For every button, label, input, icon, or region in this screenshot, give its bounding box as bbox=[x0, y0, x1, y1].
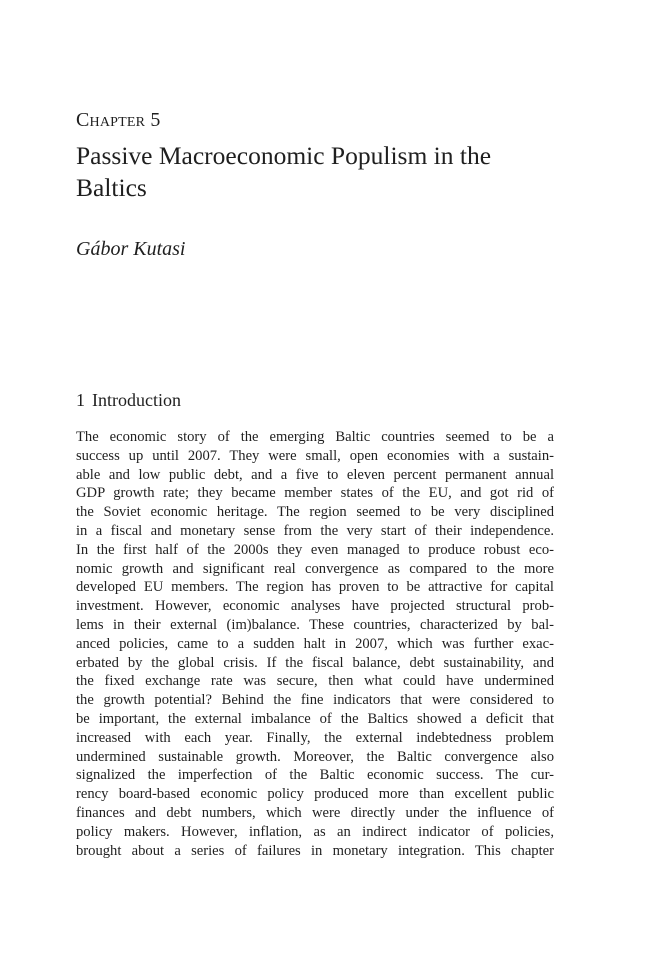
body-line: investment. However, economic analyses have projected structural prob- bbox=[76, 598, 554, 615]
body-line: the Soviet economic heritage. The region seemed to be very disciplined bbox=[76, 504, 554, 521]
body-paragraph bbox=[76, 428, 554, 860]
body-line: erbated by the global crisis. If the fiscal balance, debt sustainability, and bbox=[76, 654, 554, 671]
body-line: in a fiscal and monetary sense from the very start of their independence. bbox=[76, 522, 554, 539]
body-line: rency board-based economic policy produced more than excellent public bbox=[76, 786, 554, 803]
body-line: able and low public debt, and a five to eleven percent permanent annual bbox=[76, 466, 554, 483]
section-title: Introduction bbox=[92, 390, 181, 410]
author-name: Gábor Kutasi bbox=[76, 238, 186, 260]
body-line: developed EU members. The region has proven to be attractive for capital bbox=[76, 579, 554, 596]
body-line: In the first half of the 2000s they even managed to produce robust eco- bbox=[76, 541, 554, 558]
body-line: brought about a series of failures in monetary integration. This chapter bbox=[76, 842, 554, 859]
section-number: 1 bbox=[76, 390, 85, 410]
body-line: signalized the imperfection of the Baltic economic success. The cur- bbox=[76, 767, 554, 784]
body-line: increased with each year. Finally, the external indebtedness problem bbox=[76, 729, 554, 746]
body-line: undermined sustainable growth. Moreover, the Baltic convergence also bbox=[76, 748, 554, 765]
chapter-title-line: Passive Macroeconomic Populism in the bbox=[76, 141, 492, 170]
body-line: The economic story of the emerging Baltic countries seemed to be a bbox=[76, 429, 554, 445]
body-line: success up until 2007. They were small, open economies with a sustain- bbox=[76, 447, 554, 464]
body-line: lems in their external (im)balance. These countries, characterized by bal- bbox=[76, 616, 554, 633]
body-line: GDP growth rate; they became member states of the EU, and got rid of bbox=[76, 485, 554, 502]
body-line: the growth potential? Behind the fine indicators that were considered to bbox=[76, 692, 554, 709]
body-line: anced policies, came to a sudden halt in 2007, which was further exac- bbox=[76, 635, 554, 652]
body-line: the fixed exchange rate was secure, then what could have undermined bbox=[76, 673, 554, 690]
body-line: policy makers. However, inflation, as an indirect indicator of policies, bbox=[76, 823, 554, 840]
body-line: finances and debt numbers, which were directly under the influence of bbox=[76, 804, 554, 821]
body-line: be important, the external imbalance of the Baltics showed a deficit that bbox=[76, 710, 554, 727]
chapter-label: Chapter 5 bbox=[76, 109, 161, 131]
body-line: nomic growth and significant real convergence as compared to the more bbox=[76, 560, 554, 577]
section-heading bbox=[76, 388, 181, 412]
chapter-title-line: Baltics bbox=[76, 173, 147, 202]
chapter-title bbox=[76, 140, 576, 204]
